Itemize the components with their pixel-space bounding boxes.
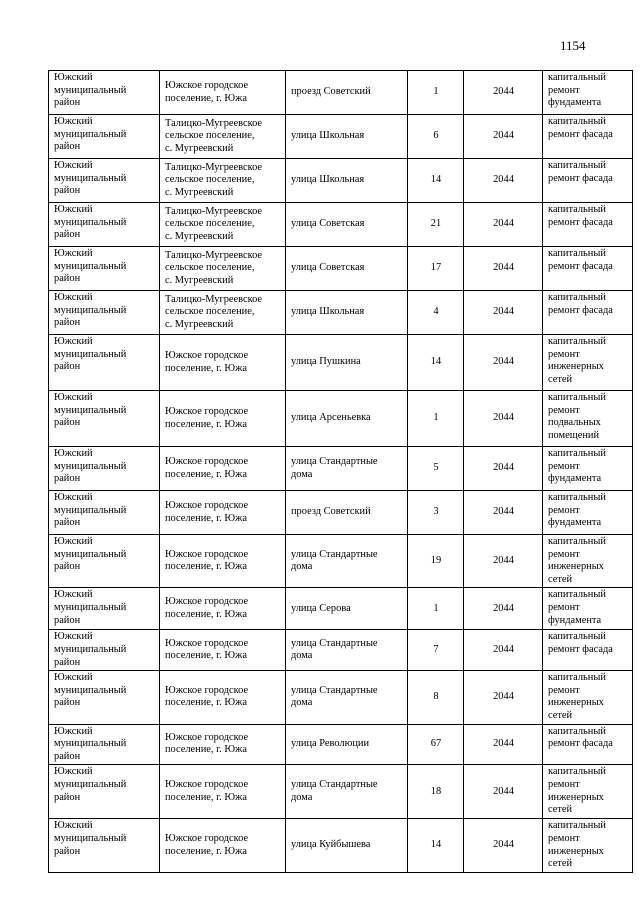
- district-cell: [49, 630, 160, 671]
- district-cell: [49, 765, 160, 819]
- street-cell: [286, 203, 408, 247]
- district-cell: [49, 724, 160, 765]
- work-type-cell: [543, 491, 633, 535]
- work-text: капитальный ремонт фасада: [548, 725, 613, 750]
- settlement-cell: [160, 447, 286, 491]
- page-number: 1154: [560, 38, 586, 53]
- settlement-text: Талицко-Мугреевское сельское поселение, с. Мугреевский: [165, 293, 263, 330]
- year-text: 2044: [493, 356, 514, 368]
- table-row: [49, 247, 633, 291]
- planned-year-cell: [464, 115, 543, 159]
- table-row: [49, 159, 633, 203]
- settlement-text: Талицко-Мугреевское сельское поселение, с. Мугреевский: [165, 205, 263, 242]
- house-text: 19: [430, 554, 442, 566]
- street-text: улица Стандартные дома: [291, 684, 378, 709]
- table-row: [49, 535, 633, 588]
- street-text: улица Советская: [291, 262, 365, 274]
- year-text: 2044: [493, 462, 514, 474]
- settlement-cell: [160, 630, 286, 671]
- district-text: Южский муниципальный район: [54, 536, 127, 573]
- planned-year-cell: [464, 671, 543, 724]
- street-cell: [286, 630, 408, 671]
- settlement-text: Южское городское поселение, г. Южа: [165, 499, 249, 524]
- work-text: капитальный ремонт фасада: [548, 116, 613, 140]
- house-number-cell: [408, 71, 464, 115]
- planned-year-cell: [464, 391, 543, 447]
- district-text: Южский муниципальный район: [54, 392, 127, 429]
- street-text: улица Советская: [291, 218, 365, 230]
- settlement-cell: [160, 115, 286, 159]
- table-row: [49, 671, 633, 724]
- settlement-text: Южское городское поселение, г. Южа: [165, 637, 249, 662]
- settlement-cell: [160, 819, 286, 872]
- street-cell: [286, 447, 408, 491]
- district-cell: [49, 671, 160, 724]
- street-text: проезд Советский: [291, 506, 371, 518]
- district-cell: [49, 819, 160, 872]
- district-text: Южский муниципальный район: [54, 72, 127, 109]
- table-row: [49, 391, 633, 447]
- table-row: [49, 630, 633, 671]
- work-text: капитальный ремонт подвальных помещений: [548, 392, 606, 441]
- table-row: [49, 765, 633, 819]
- district-text: Южский муниципальный район: [54, 292, 127, 329]
- planned-year-cell: [464, 491, 543, 535]
- table-row: [49, 203, 633, 247]
- table-row: [49, 491, 633, 535]
- street-text: улица Революции: [291, 738, 370, 750]
- repair-schedule-table: [48, 70, 633, 873]
- year-text: 2044: [493, 174, 514, 186]
- district-cell: [49, 247, 160, 291]
- house-number-cell: [408, 447, 464, 491]
- planned-year-cell: [464, 819, 543, 872]
- settlement-cell: [160, 159, 286, 203]
- table-row: [49, 447, 633, 491]
- settlement-cell: [160, 588, 286, 630]
- planned-year-cell: [464, 159, 543, 203]
- street-text: улица Стандартные дома: [291, 548, 378, 573]
- work-text: капитальный ремонт фасада: [548, 292, 613, 316]
- table-row: [49, 588, 633, 630]
- street-text: улица Школьная: [291, 306, 365, 318]
- district-cell: [49, 491, 160, 535]
- street-cell: [286, 115, 408, 159]
- district-cell: [49, 159, 160, 203]
- district-text: Южский муниципальный район: [54, 116, 127, 153]
- house-text: 21: [430, 218, 442, 230]
- planned-year-cell: [464, 588, 543, 630]
- house-text: 14: [430, 356, 442, 368]
- street-cell: [286, 391, 408, 447]
- work-type-cell: [543, 203, 633, 247]
- house-text: 18: [430, 785, 442, 797]
- settlement-text: Южское городское поселение, г. Южа: [165, 79, 249, 104]
- district-cell: [49, 588, 160, 630]
- settlement-text: Южское городское поселение, г. Южа: [165, 731, 249, 756]
- settlement-text: Южское городское поселение, г. Южа: [165, 548, 249, 573]
- street-text: улица Школьная: [291, 130, 365, 142]
- house-text: 5: [433, 462, 439, 474]
- year-text: 2044: [493, 412, 514, 424]
- district-cell: [49, 535, 160, 588]
- work-text: капитальный ремонт фасада: [548, 204, 613, 228]
- street-cell: [286, 724, 408, 765]
- work-type-cell: [543, 159, 633, 203]
- district-text: Южский муниципальный район: [54, 766, 127, 803]
- settlement-cell: [160, 724, 286, 765]
- street-cell: [286, 491, 408, 535]
- settlement-text: Талицко-Мугреевское сельское поселение, с. Мугреевский: [165, 161, 263, 198]
- house-number-cell: [408, 724, 464, 765]
- house-text: 1: [433, 412, 439, 424]
- year-text: 2044: [493, 506, 514, 518]
- district-cell: [49, 291, 160, 335]
- district-text: Южский муниципальный район: [54, 492, 127, 529]
- street-cell: [286, 671, 408, 724]
- settlement-text: Южское городское поселение, г. Южа: [165, 779, 249, 803]
- street-cell: [286, 71, 408, 115]
- house-text: 7: [433, 643, 439, 655]
- work-text: капитальный ремонт инженерных сетей: [548, 766, 606, 816]
- district-cell: [49, 391, 160, 447]
- district-text: Южский муниципальный район: [54, 820, 127, 857]
- district-text: Южский муниципальный район: [54, 448, 127, 485]
- street-cell: [286, 765, 408, 819]
- settlement-text: Южское городское поселение, г. Южа: [165, 405, 249, 430]
- district-cell: [49, 115, 160, 159]
- year-text: 2044: [493, 738, 514, 750]
- house-number-cell: [408, 491, 464, 535]
- settlement-text: Южское городское поселение, г. Южа: [165, 455, 249, 480]
- settlement-text: Южское городское поселение, г. Южа: [165, 832, 249, 857]
- settlement-cell: [160, 71, 286, 115]
- work-type-cell: [543, 765, 633, 819]
- table-body: [49, 71, 633, 873]
- work-type-cell: [543, 71, 633, 115]
- house-number-cell: [408, 391, 464, 447]
- settlement-cell: [160, 335, 286, 391]
- work-type-cell: [543, 391, 633, 447]
- district-text: Южский муниципальный район: [54, 248, 127, 285]
- planned-year-cell: [464, 765, 543, 819]
- house-text: 8: [433, 691, 439, 703]
- work-type-cell: [543, 247, 633, 291]
- house-number-cell: [408, 291, 464, 335]
- year-text: 2044: [493, 554, 514, 566]
- table-row: [49, 291, 633, 335]
- planned-year-cell: [464, 247, 543, 291]
- district-text: Южский муниципальный район: [54, 631, 127, 668]
- table-row: [49, 115, 633, 159]
- district-text: Южский муниципальный район: [54, 589, 127, 626]
- street-text: улица Стандартные дома: [291, 779, 378, 803]
- work-type-cell: [543, 447, 633, 491]
- street-text: улица Пушкина: [291, 356, 361, 368]
- settlement-text: Талицко-Мугреевское сельское поселение, с. Мугреевский: [165, 249, 263, 286]
- street-cell: [286, 588, 408, 630]
- district-cell: [49, 203, 160, 247]
- planned-year-cell: [464, 535, 543, 588]
- work-type-cell: [543, 535, 633, 588]
- house-number-cell: [408, 535, 464, 588]
- house-text: 67: [430, 738, 442, 750]
- work-type-cell: [543, 335, 633, 391]
- house-number-cell: [408, 588, 464, 630]
- house-number-cell: [408, 115, 464, 159]
- year-text: 2044: [493, 785, 514, 797]
- work-type-cell: [543, 115, 633, 159]
- house-number-cell: [408, 819, 464, 872]
- work-text: капитальный ремонт фундамента: [548, 492, 606, 529]
- work-type-cell: [543, 819, 633, 872]
- house-number-cell: [408, 671, 464, 724]
- year-text: 2044: [493, 218, 514, 230]
- house-number-cell: [408, 203, 464, 247]
- year-text: 2044: [493, 839, 514, 851]
- work-text: капитальный ремонт инженерных сетей: [548, 672, 606, 721]
- work-text: капитальный ремонт инженерных сетей: [548, 336, 606, 385]
- work-text: капитальный ремонт фундамента: [548, 72, 606, 109]
- house-number-cell: [408, 335, 464, 391]
- street-text: улица Стандартные дома: [291, 637, 378, 662]
- settlement-cell: [160, 671, 286, 724]
- house-text: 1: [433, 86, 439, 98]
- table-row: [49, 335, 633, 391]
- work-text: капитальный ремонт фасада: [548, 160, 613, 184]
- house-text: 6: [433, 130, 439, 142]
- planned-year-cell: [464, 335, 543, 391]
- house-number-cell: [408, 630, 464, 671]
- house-text: 1: [433, 602, 439, 614]
- district-text: Южский муниципальный район: [54, 336, 127, 373]
- house-text: 3: [433, 506, 439, 518]
- planned-year-cell: [464, 724, 543, 765]
- street-text: улица Арсеньевка: [291, 412, 371, 424]
- street-cell: [286, 335, 408, 391]
- work-text: капитальный ремонт инженерных сетей: [548, 820, 606, 870]
- year-text: 2044: [493, 130, 514, 142]
- district-cell: [49, 335, 160, 391]
- year-text: 2044: [493, 306, 514, 318]
- year-text: 2044: [493, 262, 514, 274]
- work-text: капитальный ремонт фундамента: [548, 589, 606, 626]
- work-type-cell: [543, 291, 633, 335]
- year-text: 2044: [493, 643, 514, 655]
- settlement-text: Южское городское поселение, г. Южа: [165, 684, 249, 709]
- settlement-cell: [160, 291, 286, 335]
- work-type-cell: [543, 630, 633, 671]
- settlement-text: Южское городское поселение, г. Южа: [165, 349, 249, 374]
- table-row: [49, 724, 633, 765]
- street-cell: [286, 535, 408, 588]
- district-text: Южский муниципальный район: [54, 160, 127, 197]
- planned-year-cell: [464, 203, 543, 247]
- house-number-cell: [408, 159, 464, 203]
- house-number-cell: [408, 247, 464, 291]
- work-type-cell: [543, 724, 633, 765]
- planned-year-cell: [464, 447, 543, 491]
- settlement-cell: [160, 491, 286, 535]
- district-text: Южский муниципальный район: [54, 672, 127, 709]
- year-text: 2044: [493, 86, 514, 98]
- street-text: проезд Советский: [291, 86, 371, 98]
- district-cell: [49, 447, 160, 491]
- district-text: Южский муниципальный район: [54, 204, 127, 241]
- work-text: капитальный ремонт инженерных сетей: [548, 536, 606, 585]
- settlement-text: Талицко-Мугреевское сельское поселение, с. Мугреевский: [165, 117, 263, 154]
- planned-year-cell: [464, 630, 543, 671]
- house-text: 14: [430, 174, 442, 186]
- house-text: 4: [433, 306, 439, 318]
- settlement-cell: [160, 535, 286, 588]
- street-text: улица Куйбышева: [291, 839, 371, 851]
- settlement-cell: [160, 247, 286, 291]
- planned-year-cell: [464, 291, 543, 335]
- settlement-text: Южское городское поселение, г. Южа: [165, 596, 249, 620]
- street-cell: [286, 159, 408, 203]
- work-text: капитальный ремонт фасада: [548, 248, 613, 272]
- street-cell: [286, 819, 408, 872]
- work-type-cell: [543, 671, 633, 724]
- house-number-cell: [408, 765, 464, 819]
- settlement-cell: [160, 391, 286, 447]
- street-text: улица Серова: [291, 602, 351, 614]
- street-cell: [286, 291, 408, 335]
- work-type-cell: [543, 588, 633, 630]
- street-cell: [286, 247, 408, 291]
- table-row: [49, 819, 633, 872]
- district-text: Южский муниципальный район: [54, 725, 127, 762]
- work-text: капитальный ремонт фундамента: [548, 448, 606, 485]
- district-cell: [49, 71, 160, 115]
- year-text: 2044: [493, 691, 514, 703]
- street-text: улица Школьная: [291, 174, 365, 186]
- year-text: 2044: [493, 602, 514, 614]
- house-text: 17: [430, 262, 442, 274]
- street-text: улица Стандартные дома: [291, 455, 378, 480]
- settlement-cell: [160, 765, 286, 819]
- house-text: 14: [430, 839, 442, 851]
- work-text: капитальный ремонт фасада: [548, 631, 613, 655]
- settlement-cell: [160, 203, 286, 247]
- planned-year-cell: [464, 71, 543, 115]
- table-row: [49, 71, 633, 115]
